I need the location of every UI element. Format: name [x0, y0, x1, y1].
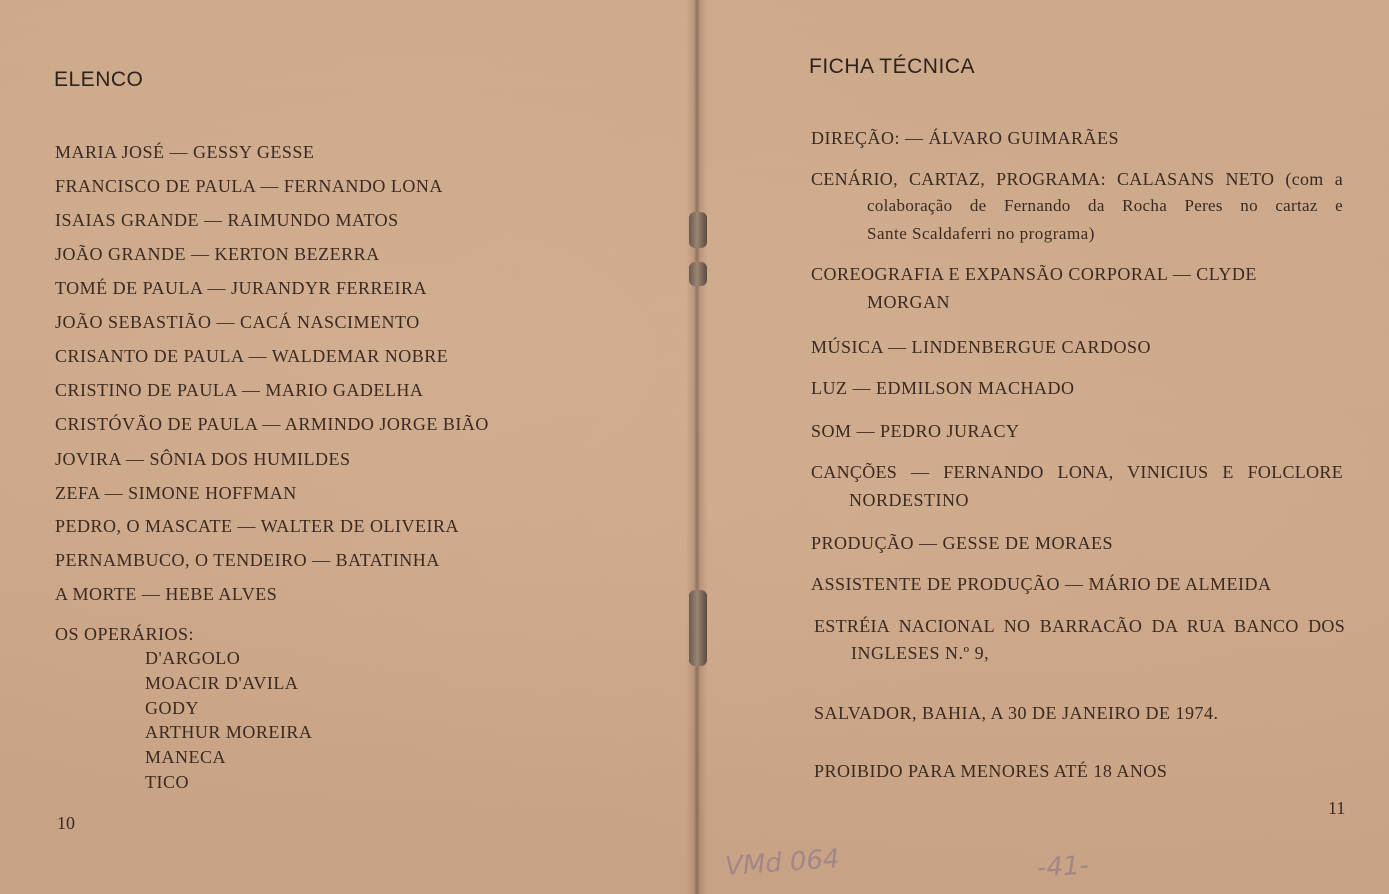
cast-line: CRISANTO DE PAULA — WALDEMAR NOBRE [55, 346, 449, 366]
credit-direcao: DIREÇÃO: — ÁLVARO GUIMARÃES [811, 128, 1120, 148]
elenco-heading: ELENCO [54, 68, 144, 91]
cast-line: PEDRO, O MASCATE — WALTER DE OLIVEIRA [55, 516, 460, 536]
worker-name: MOACIR D'AVILA [145, 673, 299, 693]
cast-line: ISAIAS GRANDE — RAIMUNDO MATOS [55, 210, 399, 230]
cast-line: A MORTE — HEBE ALVES [55, 584, 278, 604]
credit-coreografia-line1: COREOGRAFIA E EXPANSÃO CORPORAL — CLYDE [811, 264, 1257, 284]
credit-musica: MÚSICA — LINDENBERGUE CARDOSO [811, 337, 1152, 357]
right-page [697, 0, 1389, 894]
worker-name: D'ARGOLO [145, 648, 241, 668]
credit-cenario-line1: CENÁRIO, CARTAZ, PROGRAMA: CALASANS NETO (com a [811, 169, 1343, 189]
credit-cancoes-line2: NORDESTINO [849, 490, 969, 510]
credit-cenario-line2: colaboração de Fernando da Rocha Peres no cartaz e [867, 196, 1343, 215]
cast-line: ZEFA — SIMONE HOFFMAN [55, 483, 297, 503]
left-page [0, 0, 694, 894]
credit-som: SOM — PEDRO JURACY [811, 421, 1020, 441]
estreia-line2: INGLESES N.º 9, [851, 643, 990, 663]
cast-line: TOMÉ DE PAULA — JURANDYR FERREIRA [55, 278, 428, 298]
credit-cenario-line3: Sante Scaldaferri no programa) [867, 224, 1095, 243]
worker-name: ARTHUR MOREIRA [145, 722, 313, 742]
credit-cancoes-line1: CANÇÕES — FERNANDO LONA, VINICIUS E FOLCLORE [811, 462, 1343, 482]
cast-line: PERNAMBUCO, O TENDEIRO — BATATINHA [55, 550, 440, 570]
worker-name: GODY [145, 698, 199, 718]
cast-line: CRISTINO DE PAULA — MARIO GADELHA [55, 380, 424, 400]
local-data-line: SALVADOR, BAHIA, A 30 DE JANEIRO DE 1974. [814, 703, 1219, 723]
credit-producao: PRODUÇÃO — GESSE DE MORAES [811, 533, 1114, 553]
cast-line: MARIA JOSÉ — GESSY GESSE [55, 142, 315, 162]
handwritten-page-mark: -41- [1036, 850, 1090, 884]
cast-line: CRISTÓVÃO DE PAULA — ARMINDO JORGE BIÃO [55, 414, 489, 434]
age-restriction-line: PROIBIDO PARA MENORES ATÉ 18 ANOS [814, 761, 1168, 781]
estreia-line1: ESTRÉIA NACIONAL NO BARRACÃO DA RUA BANCO DOS [814, 616, 1345, 636]
worker-name: MANECA [145, 747, 227, 767]
credit-assistente: ASSISTENTE DE PRODUÇÃO — MÁRIO DE ALMEIDA [811, 574, 1272, 594]
cast-line: JOVIRA — SÔNIA DOS HUMILDES [55, 449, 351, 469]
cast-line: FRANCISCO DE PAULA — FERNANDO LONA [55, 176, 443, 196]
page-number-left: 10 [57, 813, 75, 833]
cast-line: JOÃO SEBASTIÃO — CACÁ NASCIMENTO [55, 312, 420, 332]
workers-label: OS OPERÁRIOS: [55, 624, 195, 644]
cast-line: JOÃO GRANDE — KERTON BEZERRA [55, 244, 380, 264]
credit-coreografia-line2: MORGAN [867, 292, 951, 312]
ficha-tecnica-heading: FICHA TÉCNICA [809, 55, 975, 78]
page-number-right: 11 [1328, 798, 1346, 818]
worker-name: TICO [145, 772, 189, 792]
handwritten-catalog-mark: VMd 064 [724, 844, 841, 882]
credit-luz: LUZ — EDMILSON MACHADO [811, 378, 1075, 398]
